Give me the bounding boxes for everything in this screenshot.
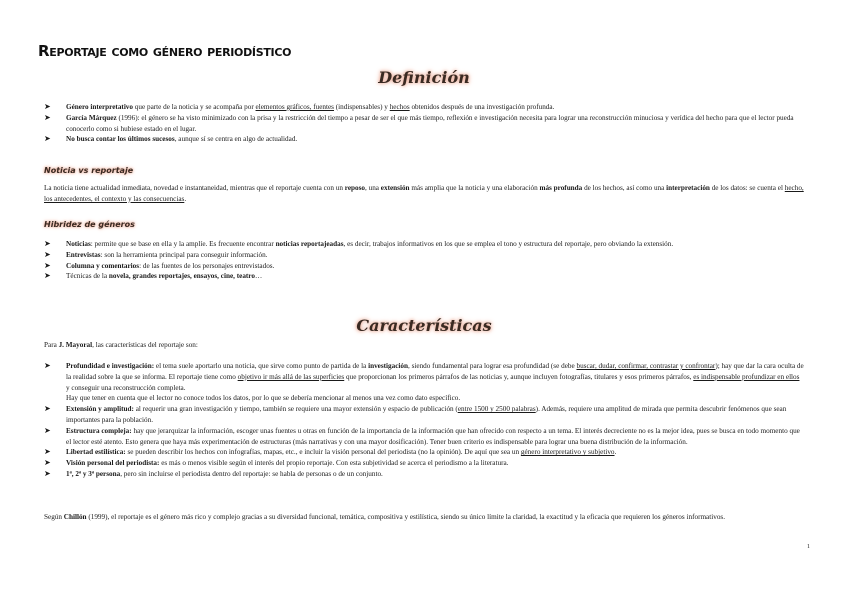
- list-item: ➤ Profundidad e investigación: el tema suele aportarlo una noticia, que sirve como punto de partida de la investigación, siendo fundamental para lograr esa profundidad (se debe buscar, dudar, confirmar, contrastar y confrontar); hay que dar la cara oculta de la realidad sobre la que se informa. El reportaje tiene como objetivo ir más allá de las superficies que proporcionan los primeros párrafos de las noticias y, aunque incluyen fotografías, titulares y esos primeros párrafos, es indispensable profundizar en ellos y conseguir una reconstrucción completa. Hay que tener en cuenta que el lector no conoce todos los datos, por lo que se debería mencionar al menos una vez como dato específico.: [44, 361, 804, 403]
- list-item: ➤ Estructura compleja: hay que jerarquizar la información, escoger unas fuentes u otras en función de la importancia de la información que han ofrecido con respecto a un tema. El interés decreciente no es la mejor idea, pues se busca en todo momento que el lector esté atento. Esto genera que haya más experimentación de estructuras (más narrativas y con una mayor dosificación). Tener buen criterio es indispensable para lograr una buena distribución de la información.: [44, 425, 800, 446]
- arrow-bullet-icon: ➤: [44, 271, 51, 281]
- arrow-bullet-icon: ➤: [44, 404, 51, 414]
- arrow-bullet-icon: ➤: [44, 447, 51, 457]
- closing-paragraph: Según Chillón (1999), el reportaje es el género más rico y complejo gracias a su diversidad funcional, temática, compositiva y estilística, siendo su único límite la claridad, la exactitud y la eficacia que requieren los géneros informativos.: [44, 513, 726, 521]
- arrow-bullet-icon: ➤: [44, 239, 51, 248]
- subheading-hibridez: Hibridez de géneros: [44, 220, 135, 229]
- definicion-section: [44, 102, 804, 145]
- arrow-bullet-icon: ➤: [44, 249, 51, 259]
- list-item: ➤ 1ª, 2ª y 3ª persona, pero sin incluirse el periodista dentro del reportaje: se habla de personas o de un conjunto.: [44, 468, 383, 478]
- arrow-bullet-icon: ➤: [44, 102, 51, 111]
- arrow-bullet-icon: ➤: [44, 112, 51, 122]
- caracteristicas-intro: Para J. Mayoral, las características del reportaje son:: [44, 341, 198, 349]
- page-title: Reportaje como género periodístico: [38, 42, 292, 60]
- arrow-bullet-icon: ➤: [44, 361, 51, 370]
- list-item: ➤ Género interpretativo que parte de la noticia y se acompaña por elementos gráficos, fuentes (indispensables) y hechos obtenidos después de una investigación profunda.: [44, 102, 555, 111]
- arrow-bullet-icon: ➤: [44, 468, 51, 478]
- hibridez-section: [44, 239, 804, 282]
- list-item: ➤ No busca contar los últimos sucesos, aunque sí se centra en algo de actualidad.: [44, 134, 298, 144]
- list-item: ➤ García Márquez (1996): el género se ha visto minimizado con la prisa y la restricción del tiempo a pesar de ser el que más tiempo, reflexión e investigación necesita para lograr una reconstrucción minuciosa y verídica del hecho para que el lector pueda conocerlo como si hubiese estado en el lugar.: [44, 112, 794, 133]
- page-number: 1: [807, 544, 810, 550]
- list-item: ➤ Entrevistas: son la herramienta principal para conseguir información.: [44, 249, 268, 259]
- section-heading-definicion: Definición: [378, 68, 470, 87]
- list-item: ➤ Técnicas de la novela, grandes reportajes, ensayos, cine, teatro…: [44, 271, 263, 281]
- list-item: ➤ Libertad estilística: se pueden describir los hechos con infografías, mapas, etc., e incluir la visión personal del periodista (no la opinión). De aquí que sea un género interpretativo y subjetivo.: [44, 447, 617, 457]
- list-item: ➤ Extensión y amplitud: al requerir una gran investigación y tiempo, también se requiere una mayor extensión y espacio de publicación (entre 1500 y 2500 palabras). Además, requiere una amplitud de mirada que permita descubrir fenómenos que sean importantes para la población.: [44, 404, 787, 424]
- caracteristicas-section: [44, 361, 804, 480]
- subheading-noticia-vs-reportaje: Noticia vs reportaje: [44, 166, 134, 175]
- arrow-bullet-icon: ➤: [44, 458, 51, 468]
- noticia-paragraph: La noticia tiene actualidad inmediata, novedad e instantaneidad, mientras que el reportaje cuenta con un reposo, una extensión más amplia que la noticia y una elaboración más profunda de los hechos, así como una interpretación de los datos: se cuenta el hecho, los antecedentes, el contexto y las consecuencias.: [44, 184, 804, 203]
- list-item: ➤ Visión personal del periodista: es más o menos visible según el interés del propio reportaje. Con esta subjetividad se acerca el periodismo a la literatura.: [44, 458, 509, 468]
- arrow-bullet-icon: ➤: [44, 134, 51, 144]
- arrow-bullet-icon: ➤: [44, 260, 51, 270]
- list-item: ➤ Noticias: permite que se base en ella y la amplíe. Es frecuente encontrar noticias reportajeadas, es decir, trabajos informativos en los que se emplea el tono y estructura del reportaje, pero obviando la extensión.: [44, 239, 674, 248]
- section-heading-caracteristicas: Características: [356, 316, 492, 335]
- list-item: ➤ Columna y comentarios: de las fuentes de los personajes entrevistados.: [44, 260, 275, 270]
- arrow-bullet-icon: ➤: [44, 425, 51, 435]
